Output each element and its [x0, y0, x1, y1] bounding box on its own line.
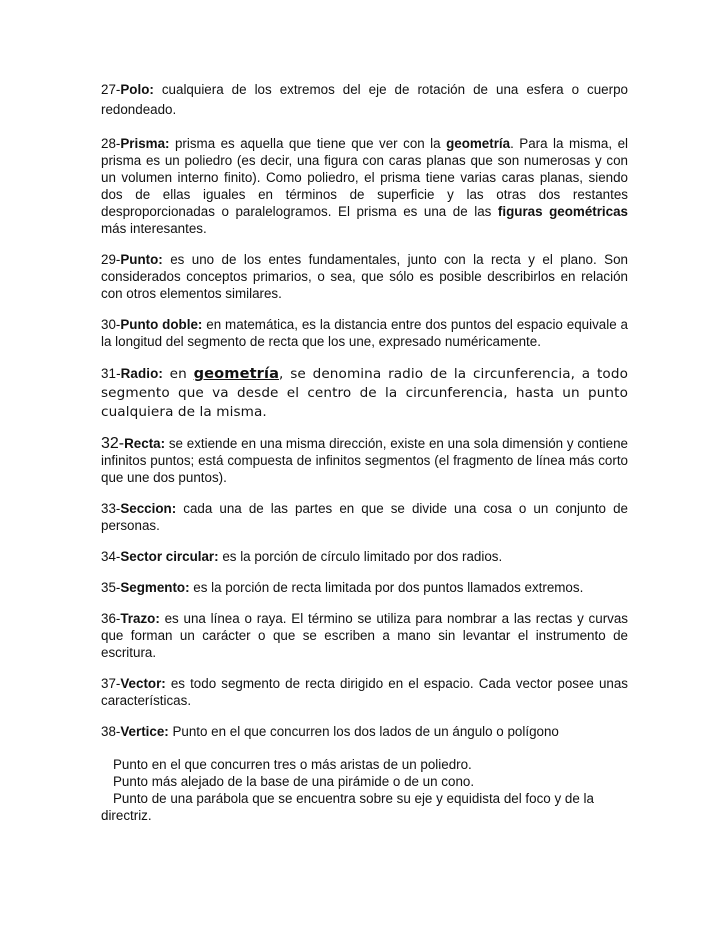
list-item: Punto de una parábola que se encuentra sobre su eje y equidista del foco y de la directriz.: [101, 791, 594, 823]
entry-term: Seccion:: [120, 501, 177, 516]
entry-number: 38-: [101, 724, 121, 739]
entry-text: Punto en el que concurren los dos lados de un ángulo o polígono: [168, 724, 559, 739]
entry-text: cada una de las partes en que se divide una cosa o un conjunto de personas.: [101, 501, 628, 533]
entry-prisma: [101, 135, 628, 237]
entry-number: 30-: [101, 317, 121, 332]
entry-number: 37-: [101, 676, 121, 691]
document-page: [101, 80, 628, 824]
entry-text: , se denomina radio de la circunferencia, a todo segmento que va desde el centro de la circunferencia, hasta un punto cualquiera de la misma.: [101, 366, 628, 420]
entry-number: 32-: [101, 435, 125, 452]
entry-term: Prisma:: [120, 136, 170, 151]
entry-trazo: [101, 610, 628, 661]
entry-text: más interesantes.: [101, 221, 207, 236]
entry-vertice: [101, 723, 628, 740]
entry-term: Vector:: [120, 676, 166, 691]
list-item: Punto en el que concurren tres o más aristas de un poliedro.: [113, 757, 472, 772]
entry-seccion: [101, 500, 628, 534]
entry-recta: [101, 435, 628, 486]
entry-vector: [101, 675, 628, 709]
entry-term: Polo:: [120, 82, 154, 97]
keyword-link: geometría: [193, 365, 280, 382]
entry-polo: [101, 80, 628, 120]
entry-number: 29-: [101, 252, 121, 267]
entry-sector-circular: [101, 548, 628, 565]
list-item: Punto más alejado de la base de una pirámide o de un cono.: [113, 774, 475, 789]
entry-text: es todo segmento de recta dirigido en el espacio. Cada vector posee unas características.: [101, 676, 628, 708]
entry-text: . Para la misma, el prisma es un poliedro (es decir, una figura con caras planas que son numerosas y con un volumen interno finito). Como poliedro, el prisma tiene varias caras planas, siendo dos de ellas iguales en términos de superficie y las otras dos restantes desproporcionadas o paralelogramos. El prisma es una de las: [101, 136, 628, 219]
entry-text: es la porción de recta limitada por dos puntos llamados extremos.: [189, 580, 584, 595]
entry-term: Sector circular:: [120, 549, 219, 564]
entry-punto: [101, 251, 628, 302]
entry-text: es la porción de círculo limitado por dos radios.: [218, 549, 503, 564]
entry-number: 27-: [101, 82, 121, 97]
entry-text: se extiende en una misma dirección, existe en una sola dimensión y contiene infinitos puntos; está compuesta de infinitos segmentos (el fragmento de línea más corto que une dos puntos).: [101, 436, 628, 485]
entry-radio: [101, 364, 628, 422]
entry-text: en: [162, 366, 194, 382]
entry-text: en matemática, es la distancia entre dos puntos del espacio equivale a la longitud del segmento de recta que los une, expresado numéricamente.: [101, 317, 628, 349]
entry-text: cualquiera de los extremos del eje de rotación de una esfera o cuerpo redondeado.: [101, 82, 628, 117]
entry-term: Recta:: [124, 436, 166, 451]
entry-punto-doble: [101, 316, 628, 350]
entry-term: Punto:: [120, 252, 163, 267]
entry-number: 28-: [101, 136, 121, 151]
entry-term: Trazo:: [120, 611, 160, 626]
entry-term: Punto doble:: [120, 317, 203, 332]
entry-number: 35-: [101, 580, 121, 595]
vertice-definitions: [101, 756, 628, 824]
entry-term: Segmento:: [120, 580, 190, 595]
entry-term: Radio:: [120, 366, 163, 381]
entry-number: 34-: [101, 549, 121, 564]
entry-number: 33-: [101, 501, 121, 516]
entry-term: Vertice:: [120, 724, 169, 739]
entry-segmento: [101, 579, 628, 596]
keyword-link: figuras geométricas: [497, 204, 628, 219]
entry-text: es una línea o raya. El término se utiliza para nombrar a las rectas y curvas que forman un carácter o que se escriben a mano sin levantar el instrumento de escritura.: [101, 611, 628, 660]
entry-text: es uno de los entes fundamentales, junto con la recta y el plano. Son considerados conceptos primarios, o sea, que sólo es posible describirlos en relación con otros elementos similares.: [101, 252, 628, 301]
entry-text: prisma es aquella que tiene que ver con la: [169, 136, 447, 151]
entry-number: 36-: [101, 611, 121, 626]
keyword-link: geometría: [446, 136, 511, 151]
entry-number: 31-: [101, 366, 121, 381]
